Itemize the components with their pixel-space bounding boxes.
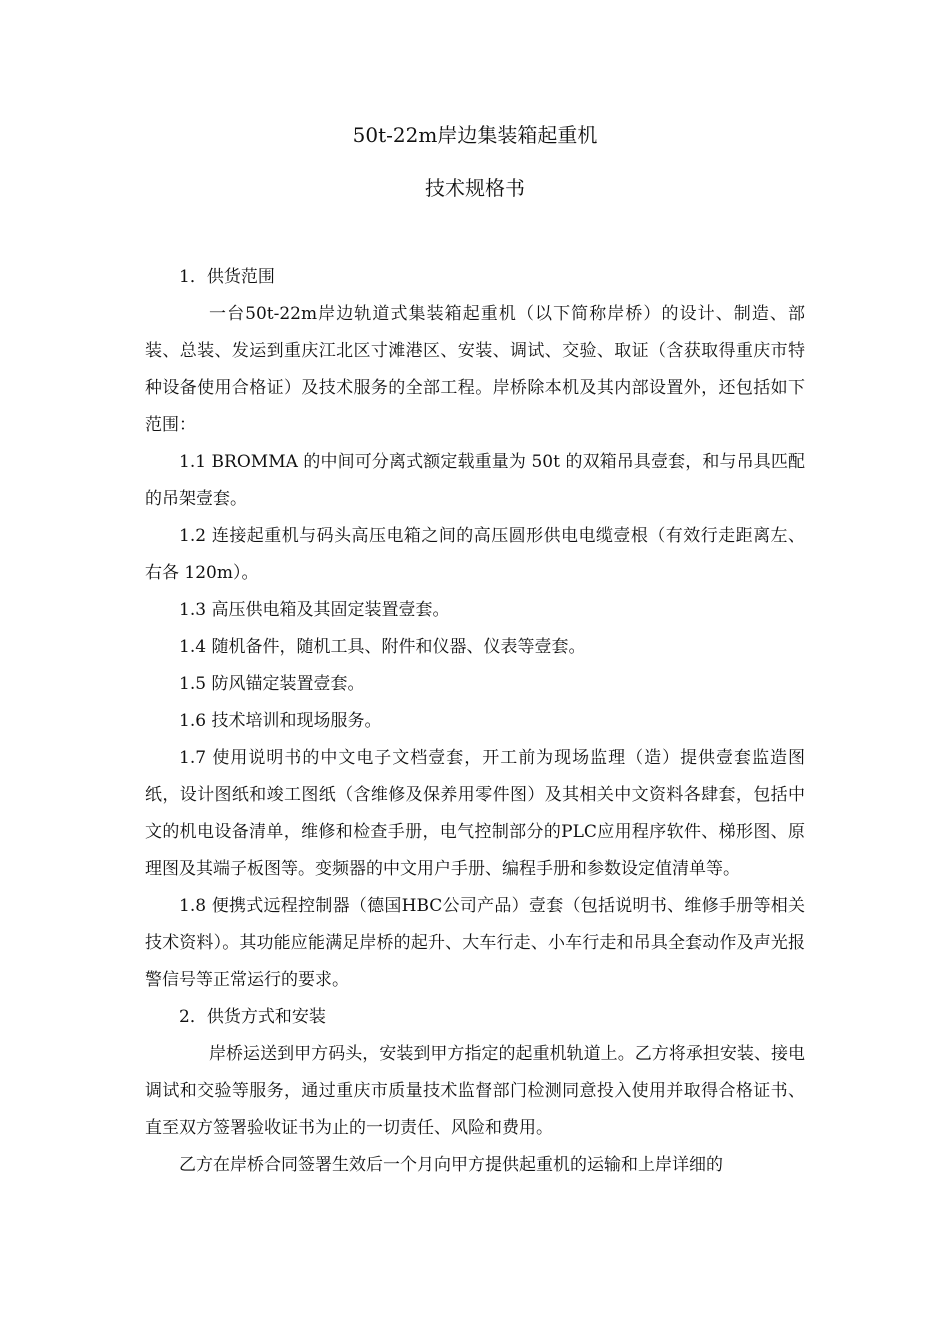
section-2-paragraph-1: 岸桥运送到甲方码头，安装到甲方指定的起重机轨道上。乙方将承担安装、接电调试和交验等服务，通过重庆市质量技术监督部门检测同意投入使用并取得合格证书、直至双方签署验收证书为止的一切责任、风险和费用。	[145, 1044, 805, 1138]
document-subtitle: 技术规格书	[425, 176, 525, 200]
document-title: 50t-22m岸边集装箱起重机	[352, 123, 598, 147]
document-body	[145, 259, 805, 1184]
section-1-intro: 一台50t-22m岸边轨道式集装箱起重机（以下简称岸桥）的设计、制造、部装、总装、发运到重庆江北区寸滩港区、安装、调试、交验、取证（含获取得重庆市特种设备使用合格证）及技术服务的全部工程。岸桥除本机及其内部设置外，还包括如下范围：	[145, 304, 805, 435]
item-1-5: 1.5 防风锚定装置壹套。	[179, 674, 365, 694]
item-1-4: 1.4 随机备件，随机工具、附件和仪器、仪表等壹套。	[179, 637, 586, 657]
section-1-heading: 1．供货范围	[179, 267, 275, 287]
item-1-7: 1.7 使用说明书的中文电子文档壹套，开工前为现场监理（造）提供壹套监造图纸，设计图纸和竣工图纸（含维修及保养用零件图）及其相关中文资料各肆套，包括中文的机电设备清单，维修和检查手册，电气控制部分的PLC应用程序软件、梯形图、原理图及其端子板图等。变频器的中文用户手册、编程手册和参数设定值清单等。	[145, 748, 805, 879]
section-2-heading: 2．供货方式和安装	[179, 1007, 326, 1027]
item-1-6: 1.6 技术培训和现场服务。	[179, 711, 382, 731]
item-1-8: 1.8 便携式远程控制器（德国HBC公司产品）壹套（包括说明书、维修手册等相关技术资料）。其功能应能满足岸桥的起升、大车行走、小车行走和吊具全套动作及声光报警信号等正常运行的要求。	[145, 896, 805, 990]
item-1-3: 1.3 高压供电箱及其固定装置壹套。	[179, 600, 450, 620]
item-1-2: 1.2 连接起重机与码头高压电箱之间的高压圆形供电电缆壹根（有效行走距离左、右各 120m）。	[145, 526, 805, 583]
item-1-1: 1.1 BROMMA 的中间可分离式额定载重量为 50t 的双箱吊具壹套，和与吊具匹配的吊架壹套。	[145, 452, 805, 509]
section-2-paragraph-2: 乙方在岸桥合同签署生效后一个月向甲方提供起重机的运输和上岸详细的	[179, 1155, 723, 1175]
